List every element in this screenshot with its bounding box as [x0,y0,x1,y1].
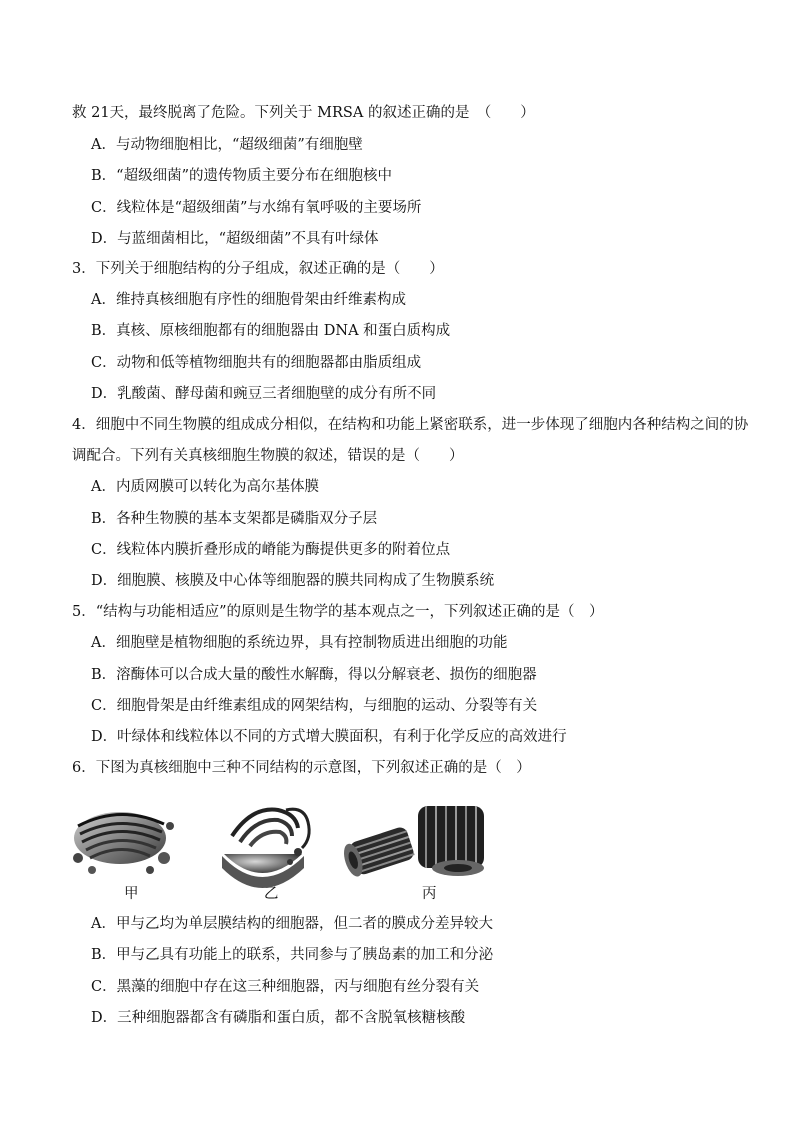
q2-option-b: B．“超级细菌”的遗传物质主要分布在细胞核中 [91,168,392,184]
q4-option-a: A．内质网膜可以转化为高尔基体膜 [91,479,319,495]
q5-option-d: D．叶绿体和线粒体以不同的方式增大膜面积，有利于化学反应的高效进行 [91,729,567,745]
endoplasmic-reticulum-image [222,809,309,888]
q6-option-b: B．甲与乙具有功能上的联系，共同参与了胰岛素的加工和分泌 [91,947,494,963]
q4-option-d: D．细胞膜、核膜及中心体等细胞器的膜共同构成了生物膜系统 [91,573,495,589]
q3-option-d: D．乳酸菌、酵母菌和豌豆三者细胞壁的成分有所不同 [91,386,437,402]
q3-stem: 3．下列关于细胞结构的分子组成，叙述正确的是（ ） [72,261,444,277]
q5-option-c: C．细胞骨架是由纤维素组成的网架结构，与细胞的运动、分裂等有关 [91,698,538,714]
centriole-image [340,806,484,879]
q5-option-b: B．溶酶体可以合成大量的酸性水解酶，得以分解衰老、损伤的细胞器 [91,667,537,683]
q5-option-a: A．细胞壁是植物细胞的系统边界，具有控制物质进出细胞的功能 [91,635,508,651]
intro-line: 救 21天，最终脱离了危险。下列关于 MRSA 的叙述正确的是 （ ） [72,105,535,121]
q4-stem-line2: 调配合。下列有关真核细胞生物膜的叙述，错误的是（ ） [72,448,464,464]
q4-stem-line1: 4．细胞中不同生物膜的组成成分相似，在结构和功能上紧密联系，进一步体现了细胞内各种结构之间的协 [72,417,749,433]
q6-option-c: C．黑藻的细胞中存在这三种细胞器，丙与细胞有丝分裂有关 [91,979,480,995]
q6-option-a: A．甲与乙均为单层膜结构的细胞器，但二者的膜成分差异较大 [91,916,493,932]
q2-option-a: A．与动物细胞相比，“超级细菌”有细胞壁 [91,137,363,153]
q3-option-c: C．动物和低等植物细胞共有的细胞器都由脂质组成 [91,355,422,371]
q6-option-d: D．三种细胞器都含有磷脂和蛋白质，都不含脱氧核糖核酸 [91,1010,466,1026]
q4-option-c: C．线粒体内膜折叠形成的嵴能为酶提供更多的附着位点 [91,542,451,558]
q5-stem: 5．“结构与功能相适应”的原则是生物学的基本观点之一，下列叙述正确的是（ ） [72,604,604,620]
figure-label-bing: 丙 [422,886,437,902]
q2-option-c: C．线粒体是“超级细菌”与水绵有氧呼吸的主要场所 [91,200,422,216]
q3-option-b: B．真核、原核细胞都有的细胞器由 DNA 和蛋白质构成 [91,323,451,339]
q3-option-a: A．维持真核细胞有序性的细胞骨架由纤维素构成 [91,292,406,308]
q2-option-d: D．与蓝细菌相比，“超级细菌”不具有叶绿体 [91,231,379,247]
q4-option-b: B．各种生物膜的基本支架都是磷脂双分子层 [91,511,378,527]
figure-label-jia: 甲 [124,886,139,902]
q6-stem: 6．下图为真核细胞中三种不同结构的示意图，下列叙述正确的是（ ） [72,760,531,776]
figure-label-yi: 乙 [264,886,279,902]
golgi-apparatus-image [73,812,174,874]
q6-organelle-figure [72,796,512,906]
